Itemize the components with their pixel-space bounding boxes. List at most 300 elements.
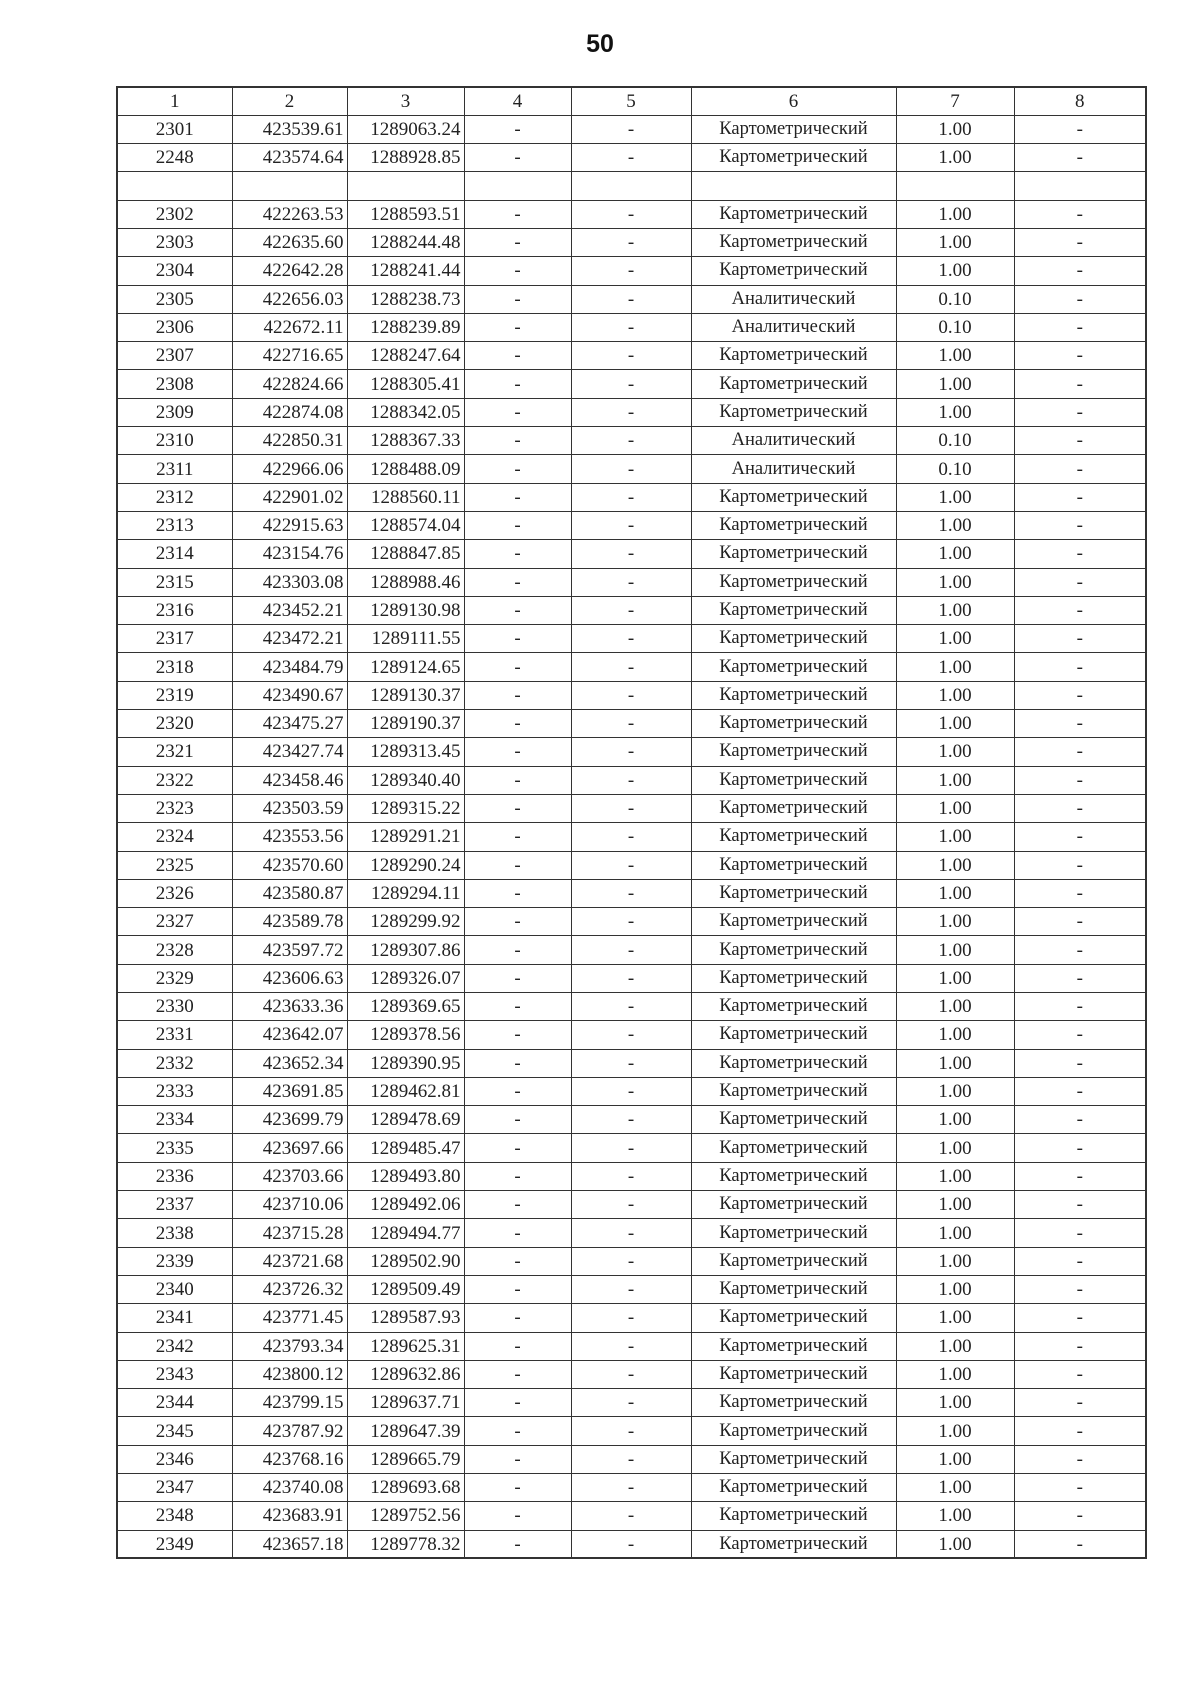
table-cell: Картометрический bbox=[691, 596, 896, 624]
table-cell: Картометрический bbox=[691, 1247, 896, 1275]
table-cell: 422642.28 bbox=[232, 257, 347, 285]
table-cell: 1.00 bbox=[896, 257, 1014, 285]
table-cell: - bbox=[1014, 427, 1146, 455]
table-cell: 423703.66 bbox=[232, 1162, 347, 1190]
table-cell: 2336 bbox=[117, 1162, 232, 1190]
table-row bbox=[117, 681, 1146, 709]
header-cell: 1 bbox=[117, 87, 232, 115]
table-cell: Картометрический bbox=[691, 483, 896, 511]
table-cell: 2320 bbox=[117, 710, 232, 738]
table-cell: - bbox=[571, 1106, 691, 1134]
table-cell: 2303 bbox=[117, 228, 232, 256]
table-body bbox=[117, 87, 1146, 1558]
table-cell: - bbox=[571, 738, 691, 766]
table-row bbox=[117, 568, 1146, 596]
table-cell: Картометрический bbox=[691, 936, 896, 964]
table-cell: 2340 bbox=[117, 1275, 232, 1303]
table-cell: - bbox=[571, 1134, 691, 1162]
header-cell: 3 bbox=[347, 87, 464, 115]
table-cell: 1.00 bbox=[896, 483, 1014, 511]
table-cell: Аналитический bbox=[691, 313, 896, 341]
table-cell: - bbox=[571, 766, 691, 794]
table-cell: 1288367.33 bbox=[347, 427, 464, 455]
table-cell: 2316 bbox=[117, 596, 232, 624]
table-cell: - bbox=[464, 879, 571, 907]
table-cell: - bbox=[1014, 483, 1146, 511]
table-cell: Картометрический bbox=[691, 1474, 896, 1502]
table-cell: - bbox=[464, 370, 571, 398]
table-cell: 2329 bbox=[117, 964, 232, 992]
table-cell: - bbox=[571, 313, 691, 341]
table-cell: - bbox=[571, 568, 691, 596]
table-row bbox=[117, 1275, 1146, 1303]
table-cell: - bbox=[1014, 1304, 1146, 1332]
table-cell: - bbox=[464, 823, 571, 851]
table-row bbox=[117, 1530, 1146, 1558]
table-cell: - bbox=[464, 1191, 571, 1219]
table-cell: - bbox=[571, 851, 691, 879]
table-cell: 2348 bbox=[117, 1502, 232, 1530]
table-cell: Аналитический bbox=[691, 285, 896, 313]
table-cell: Картометрический bbox=[691, 1106, 896, 1134]
table-cell: - bbox=[464, 511, 571, 539]
table-cell: 1289063.24 bbox=[347, 115, 464, 143]
table-cell: 423793.34 bbox=[232, 1332, 347, 1360]
table-cell: 423539.61 bbox=[232, 115, 347, 143]
table-cell: - bbox=[1014, 1445, 1146, 1473]
table-row bbox=[117, 1445, 1146, 1473]
table-cell: Картометрический bbox=[691, 1389, 896, 1417]
table-cell: Картометрический bbox=[691, 964, 896, 992]
table-cell: - bbox=[464, 794, 571, 822]
table-cell: 2326 bbox=[117, 879, 232, 907]
table-cell: 2312 bbox=[117, 483, 232, 511]
table-cell: 2333 bbox=[117, 1077, 232, 1105]
table-cell bbox=[691, 172, 896, 200]
table-cell: 423503.59 bbox=[232, 794, 347, 822]
table-cell: - bbox=[571, 398, 691, 426]
table-cell: 1.00 bbox=[896, 1530, 1014, 1558]
table-row bbox=[117, 1389, 1146, 1417]
table-row bbox=[117, 483, 1146, 511]
table-cell: - bbox=[1014, 851, 1146, 879]
table-cell: - bbox=[464, 738, 571, 766]
table-cell: Картометрический bbox=[691, 710, 896, 738]
table-cell: 1.00 bbox=[896, 540, 1014, 568]
table-cell: 422915.63 bbox=[232, 511, 347, 539]
table-cell: - bbox=[464, 1332, 571, 1360]
table-cell: 423580.87 bbox=[232, 879, 347, 907]
table-cell: 1.00 bbox=[896, 993, 1014, 1021]
table-cell: - bbox=[1014, 455, 1146, 483]
table-cell: Картометрический bbox=[691, 851, 896, 879]
table-cell: 1.00 bbox=[896, 851, 1014, 879]
table-cell: Картометрический bbox=[691, 1191, 896, 1219]
table-cell: 1.00 bbox=[896, 766, 1014, 794]
table-cell: - bbox=[464, 1021, 571, 1049]
table-cell: 423633.36 bbox=[232, 993, 347, 1021]
table-cell: 1289647.39 bbox=[347, 1417, 464, 1445]
table-cell: 2314 bbox=[117, 540, 232, 568]
table-cell: 2325 bbox=[117, 851, 232, 879]
table-row bbox=[117, 1219, 1146, 1247]
table-cell: - bbox=[571, 228, 691, 256]
table-cell: 1289378.56 bbox=[347, 1021, 464, 1049]
table-cell: - bbox=[1014, 1134, 1146, 1162]
table-cell: 1289390.95 bbox=[347, 1049, 464, 1077]
table-cell: 1.00 bbox=[896, 1247, 1014, 1275]
table-cell: 423683.91 bbox=[232, 1502, 347, 1530]
table-cell: 1.00 bbox=[896, 1162, 1014, 1190]
table-cell: 1.00 bbox=[896, 115, 1014, 143]
table-row bbox=[117, 342, 1146, 370]
table-cell: - bbox=[464, 483, 571, 511]
table-cell: 2347 bbox=[117, 1474, 232, 1502]
table-cell: 2345 bbox=[117, 1417, 232, 1445]
table-cell: 1288238.73 bbox=[347, 285, 464, 313]
table-cell: 1289478.69 bbox=[347, 1106, 464, 1134]
table-cell: Картометрический bbox=[691, 766, 896, 794]
table-cell: Картометрический bbox=[691, 908, 896, 936]
table-cell: - bbox=[1014, 993, 1146, 1021]
table-cell: Картометрический bbox=[691, 653, 896, 681]
table-cell: - bbox=[571, 540, 691, 568]
table-cell: Картометрический bbox=[691, 794, 896, 822]
table-cell: Картометрический bbox=[691, 1360, 896, 1388]
table-cell: 1289315.22 bbox=[347, 794, 464, 822]
table-cell: - bbox=[464, 1077, 571, 1105]
table-cell: 423452.21 bbox=[232, 596, 347, 624]
table-cell: Картометрический bbox=[691, 823, 896, 851]
table-cell: - bbox=[1014, 115, 1146, 143]
table-cell: 1.00 bbox=[896, 1077, 1014, 1105]
table-row bbox=[117, 1021, 1146, 1049]
table-cell: - bbox=[1014, 794, 1146, 822]
table-cell: 1289326.07 bbox=[347, 964, 464, 992]
table-cell: - bbox=[1014, 908, 1146, 936]
table-cell: 1289509.49 bbox=[347, 1275, 464, 1303]
table-cell: - bbox=[1014, 1502, 1146, 1530]
table-row bbox=[117, 398, 1146, 426]
table-cell: 0.10 bbox=[896, 455, 1014, 483]
table-row bbox=[117, 313, 1146, 341]
table-cell bbox=[464, 172, 571, 200]
table-row bbox=[117, 1106, 1146, 1134]
table-cell: - bbox=[464, 313, 571, 341]
table-row bbox=[117, 228, 1146, 256]
table-cell: 423710.06 bbox=[232, 1191, 347, 1219]
table-cell: - bbox=[571, 936, 691, 964]
table-row bbox=[117, 370, 1146, 398]
table-cell: - bbox=[464, 342, 571, 370]
table-cell: Картометрический bbox=[691, 1077, 896, 1105]
table-cell: - bbox=[1014, 1247, 1146, 1275]
table-cell: 423484.79 bbox=[232, 653, 347, 681]
table-cell: 2306 bbox=[117, 313, 232, 341]
table-cell: Картометрический bbox=[691, 257, 896, 285]
table-cell: 1.00 bbox=[896, 738, 1014, 766]
table-cell: Картометрический bbox=[691, 879, 896, 907]
table-cell: 1.00 bbox=[896, 823, 1014, 851]
table-cell: Картометрический bbox=[691, 1219, 896, 1247]
table-cell: 423657.18 bbox=[232, 1530, 347, 1558]
table-cell: 2318 bbox=[117, 653, 232, 681]
table-cell: 2327 bbox=[117, 908, 232, 936]
table-cell: 2330 bbox=[117, 993, 232, 1021]
table-cell: - bbox=[571, 1502, 691, 1530]
table-cell: - bbox=[464, 1360, 571, 1388]
table-cell: - bbox=[571, 1530, 691, 1558]
table-cell: 423570.60 bbox=[232, 851, 347, 879]
table-row bbox=[117, 710, 1146, 738]
table-cell: - bbox=[571, 1021, 691, 1049]
table-cell: 423574.64 bbox=[232, 144, 347, 172]
table-cell: - bbox=[464, 1417, 571, 1445]
table-cell: Картометрический bbox=[691, 1304, 896, 1332]
table-cell: - bbox=[571, 370, 691, 398]
table-cell: 423726.32 bbox=[232, 1275, 347, 1303]
table-cell: - bbox=[571, 1247, 691, 1275]
table-cell bbox=[117, 172, 232, 200]
table-cell: Картометрический bbox=[691, 1049, 896, 1077]
table-cell: 1289494.77 bbox=[347, 1219, 464, 1247]
table-cell: 423597.72 bbox=[232, 936, 347, 964]
table-cell: 423799.15 bbox=[232, 1389, 347, 1417]
table-cell: 2349 bbox=[117, 1530, 232, 1558]
table-cell: 1.00 bbox=[896, 1474, 1014, 1502]
table-cell: 423427.74 bbox=[232, 738, 347, 766]
table-row bbox=[117, 993, 1146, 1021]
table-cell: - bbox=[571, 511, 691, 539]
table-cell: - bbox=[571, 1162, 691, 1190]
table-cell: 423768.16 bbox=[232, 1445, 347, 1473]
table-cell: 2328 bbox=[117, 936, 232, 964]
table-cell: 1288305.41 bbox=[347, 370, 464, 398]
table-row bbox=[117, 540, 1146, 568]
table-cell: 422850.31 bbox=[232, 427, 347, 455]
table-cell: 2305 bbox=[117, 285, 232, 313]
table-cell: 1.00 bbox=[896, 144, 1014, 172]
table-cell: 2315 bbox=[117, 568, 232, 596]
table-cell: Картометрический bbox=[691, 681, 896, 709]
table-cell: 1.00 bbox=[896, 1191, 1014, 1219]
table-row bbox=[117, 455, 1146, 483]
table-cell: Картометрический bbox=[691, 540, 896, 568]
table-cell: 1.00 bbox=[896, 681, 1014, 709]
table-cell: - bbox=[464, 1162, 571, 1190]
table-cell: - bbox=[1014, 653, 1146, 681]
table-cell: 1.00 bbox=[896, 370, 1014, 398]
table-cell: 2342 bbox=[117, 1332, 232, 1360]
table-row bbox=[117, 936, 1146, 964]
table-cell: 1288342.05 bbox=[347, 398, 464, 426]
table-cell: 1288239.89 bbox=[347, 313, 464, 341]
table-row bbox=[117, 511, 1146, 539]
table-cell: - bbox=[464, 851, 571, 879]
table-cell: - bbox=[464, 540, 571, 568]
table-cell: 1289299.92 bbox=[347, 908, 464, 936]
table-cell: - bbox=[571, 1304, 691, 1332]
table-cell: Картометрический bbox=[691, 398, 896, 426]
table-cell: - bbox=[1014, 596, 1146, 624]
table-cell: - bbox=[571, 823, 691, 851]
table-cell: Картометрический bbox=[691, 568, 896, 596]
table-cell: - bbox=[464, 1502, 571, 1530]
table-cell: - bbox=[464, 1389, 571, 1417]
table-cell: - bbox=[571, 1445, 691, 1473]
table-cell: 1289752.56 bbox=[347, 1502, 464, 1530]
table-cell: - bbox=[571, 653, 691, 681]
table-cell: - bbox=[464, 653, 571, 681]
table-cell: 423691.85 bbox=[232, 1077, 347, 1105]
table-cell: - bbox=[1014, 766, 1146, 794]
table-cell: - bbox=[1014, 257, 1146, 285]
table-cell: 1.00 bbox=[896, 1304, 1014, 1332]
table-cell: Картометрический bbox=[691, 1021, 896, 1049]
table-cell: 2344 bbox=[117, 1389, 232, 1417]
table-cell: 1289637.71 bbox=[347, 1389, 464, 1417]
table-cell: - bbox=[464, 1049, 571, 1077]
table-cell: 1289111.55 bbox=[347, 625, 464, 653]
table-cell: - bbox=[571, 144, 691, 172]
table-cell bbox=[896, 172, 1014, 200]
table-cell: Картометрический bbox=[691, 993, 896, 1021]
table-cell: 423589.78 bbox=[232, 908, 347, 936]
table-cell: 1289307.86 bbox=[347, 936, 464, 964]
table-cell: 0.10 bbox=[896, 427, 1014, 455]
table-cell: Картометрический bbox=[691, 115, 896, 143]
table-cell: 423490.67 bbox=[232, 681, 347, 709]
table-row bbox=[117, 1191, 1146, 1219]
table-cell: 1289291.21 bbox=[347, 823, 464, 851]
table-row bbox=[117, 1077, 1146, 1105]
header-cell: 2 bbox=[232, 87, 347, 115]
table-cell: 1.00 bbox=[896, 879, 1014, 907]
table-cell: 1289340.40 bbox=[347, 766, 464, 794]
table-cell bbox=[347, 172, 464, 200]
table-cell: - bbox=[464, 625, 571, 653]
table-cell: - bbox=[1014, 200, 1146, 228]
table-cell: 1288847.85 bbox=[347, 540, 464, 568]
table-row bbox=[117, 766, 1146, 794]
table-cell: - bbox=[464, 596, 571, 624]
table-row bbox=[117, 738, 1146, 766]
table-row bbox=[117, 964, 1146, 992]
table-cell: - bbox=[571, 1474, 691, 1502]
table-row bbox=[117, 1474, 1146, 1502]
table-cell: 1289485.47 bbox=[347, 1134, 464, 1162]
table-cell: 1.00 bbox=[896, 568, 1014, 596]
table-cell: 1288244.48 bbox=[347, 228, 464, 256]
table-cell: - bbox=[571, 993, 691, 1021]
table-cell: - bbox=[464, 455, 571, 483]
table-cell: 1.00 bbox=[896, 596, 1014, 624]
table-row bbox=[117, 1304, 1146, 1332]
table-cell: - bbox=[464, 427, 571, 455]
table-cell: - bbox=[1014, 879, 1146, 907]
table-cell: - bbox=[1014, 1021, 1146, 1049]
table-cell: Картометрический bbox=[691, 1332, 896, 1360]
table-cell: - bbox=[571, 794, 691, 822]
table-cell: - bbox=[1014, 738, 1146, 766]
table-row bbox=[117, 1247, 1146, 1275]
table-cell bbox=[571, 172, 691, 200]
table-cell: 423303.08 bbox=[232, 568, 347, 596]
table-cell: - bbox=[1014, 681, 1146, 709]
table-cell: - bbox=[571, 1417, 691, 1445]
table-cell: 1.00 bbox=[896, 1389, 1014, 1417]
table-cell: 1.00 bbox=[896, 1106, 1014, 1134]
table-cell: - bbox=[571, 596, 691, 624]
table-cell: - bbox=[571, 342, 691, 370]
table-cell: 423475.27 bbox=[232, 710, 347, 738]
table-cell: - bbox=[1014, 1474, 1146, 1502]
table-cell: 1288988.46 bbox=[347, 568, 464, 596]
table-cell: 2310 bbox=[117, 427, 232, 455]
table-row bbox=[117, 144, 1146, 172]
table-cell: 1288560.11 bbox=[347, 483, 464, 511]
table-cell: - bbox=[571, 483, 691, 511]
table-cell: 2301 bbox=[117, 115, 232, 143]
table-cell: - bbox=[1014, 1077, 1146, 1105]
table-cell: 1289632.86 bbox=[347, 1360, 464, 1388]
table-cell: 2321 bbox=[117, 738, 232, 766]
table-row bbox=[117, 1049, 1146, 1077]
table-cell: - bbox=[1014, 625, 1146, 653]
table-cell: 0.10 bbox=[896, 313, 1014, 341]
table-cell: 1289502.90 bbox=[347, 1247, 464, 1275]
table-cell: 1.00 bbox=[896, 794, 1014, 822]
table-cell: 422716.65 bbox=[232, 342, 347, 370]
table-cell: 423740.08 bbox=[232, 1474, 347, 1502]
table-cell: Картометрический bbox=[691, 1445, 896, 1473]
table-cell: Картометрический bbox=[691, 1275, 896, 1303]
table-cell: - bbox=[1014, 964, 1146, 992]
table-cell: - bbox=[464, 1275, 571, 1303]
table-cell: 422824.66 bbox=[232, 370, 347, 398]
table-cell: 1288241.44 bbox=[347, 257, 464, 285]
table-cell: - bbox=[1014, 511, 1146, 539]
table-cell: - bbox=[464, 766, 571, 794]
table-cell: 1.00 bbox=[896, 1049, 1014, 1077]
table-cell: - bbox=[1014, 540, 1146, 568]
table-cell: 1.00 bbox=[896, 1417, 1014, 1445]
table-cell: - bbox=[464, 1474, 571, 1502]
table-cell: 1.00 bbox=[896, 342, 1014, 370]
table-cell: - bbox=[571, 1360, 691, 1388]
table-cell: Картометрический bbox=[691, 625, 896, 653]
table-cell: - bbox=[1014, 398, 1146, 426]
table-cell: 1289587.93 bbox=[347, 1304, 464, 1332]
table-cell: 1289190.37 bbox=[347, 710, 464, 738]
table-cell: 422966.06 bbox=[232, 455, 347, 483]
table-cell: - bbox=[1014, 1530, 1146, 1558]
table-cell: 2319 bbox=[117, 681, 232, 709]
table-cell: Картометрический bbox=[691, 1502, 896, 1530]
table-row bbox=[117, 1417, 1146, 1445]
table-cell: - bbox=[464, 710, 571, 738]
table-cell: - bbox=[571, 625, 691, 653]
table-cell: - bbox=[1014, 1106, 1146, 1134]
header-cell: 7 bbox=[896, 87, 1014, 115]
table-cell: 1.00 bbox=[896, 511, 1014, 539]
table-row bbox=[117, 653, 1146, 681]
table-cell: 1289462.81 bbox=[347, 1077, 464, 1105]
table-cell: 2311 bbox=[117, 455, 232, 483]
table-cell: 1.00 bbox=[896, 653, 1014, 681]
table-cell: 1.00 bbox=[896, 1360, 1014, 1388]
table-cell: 2308 bbox=[117, 370, 232, 398]
